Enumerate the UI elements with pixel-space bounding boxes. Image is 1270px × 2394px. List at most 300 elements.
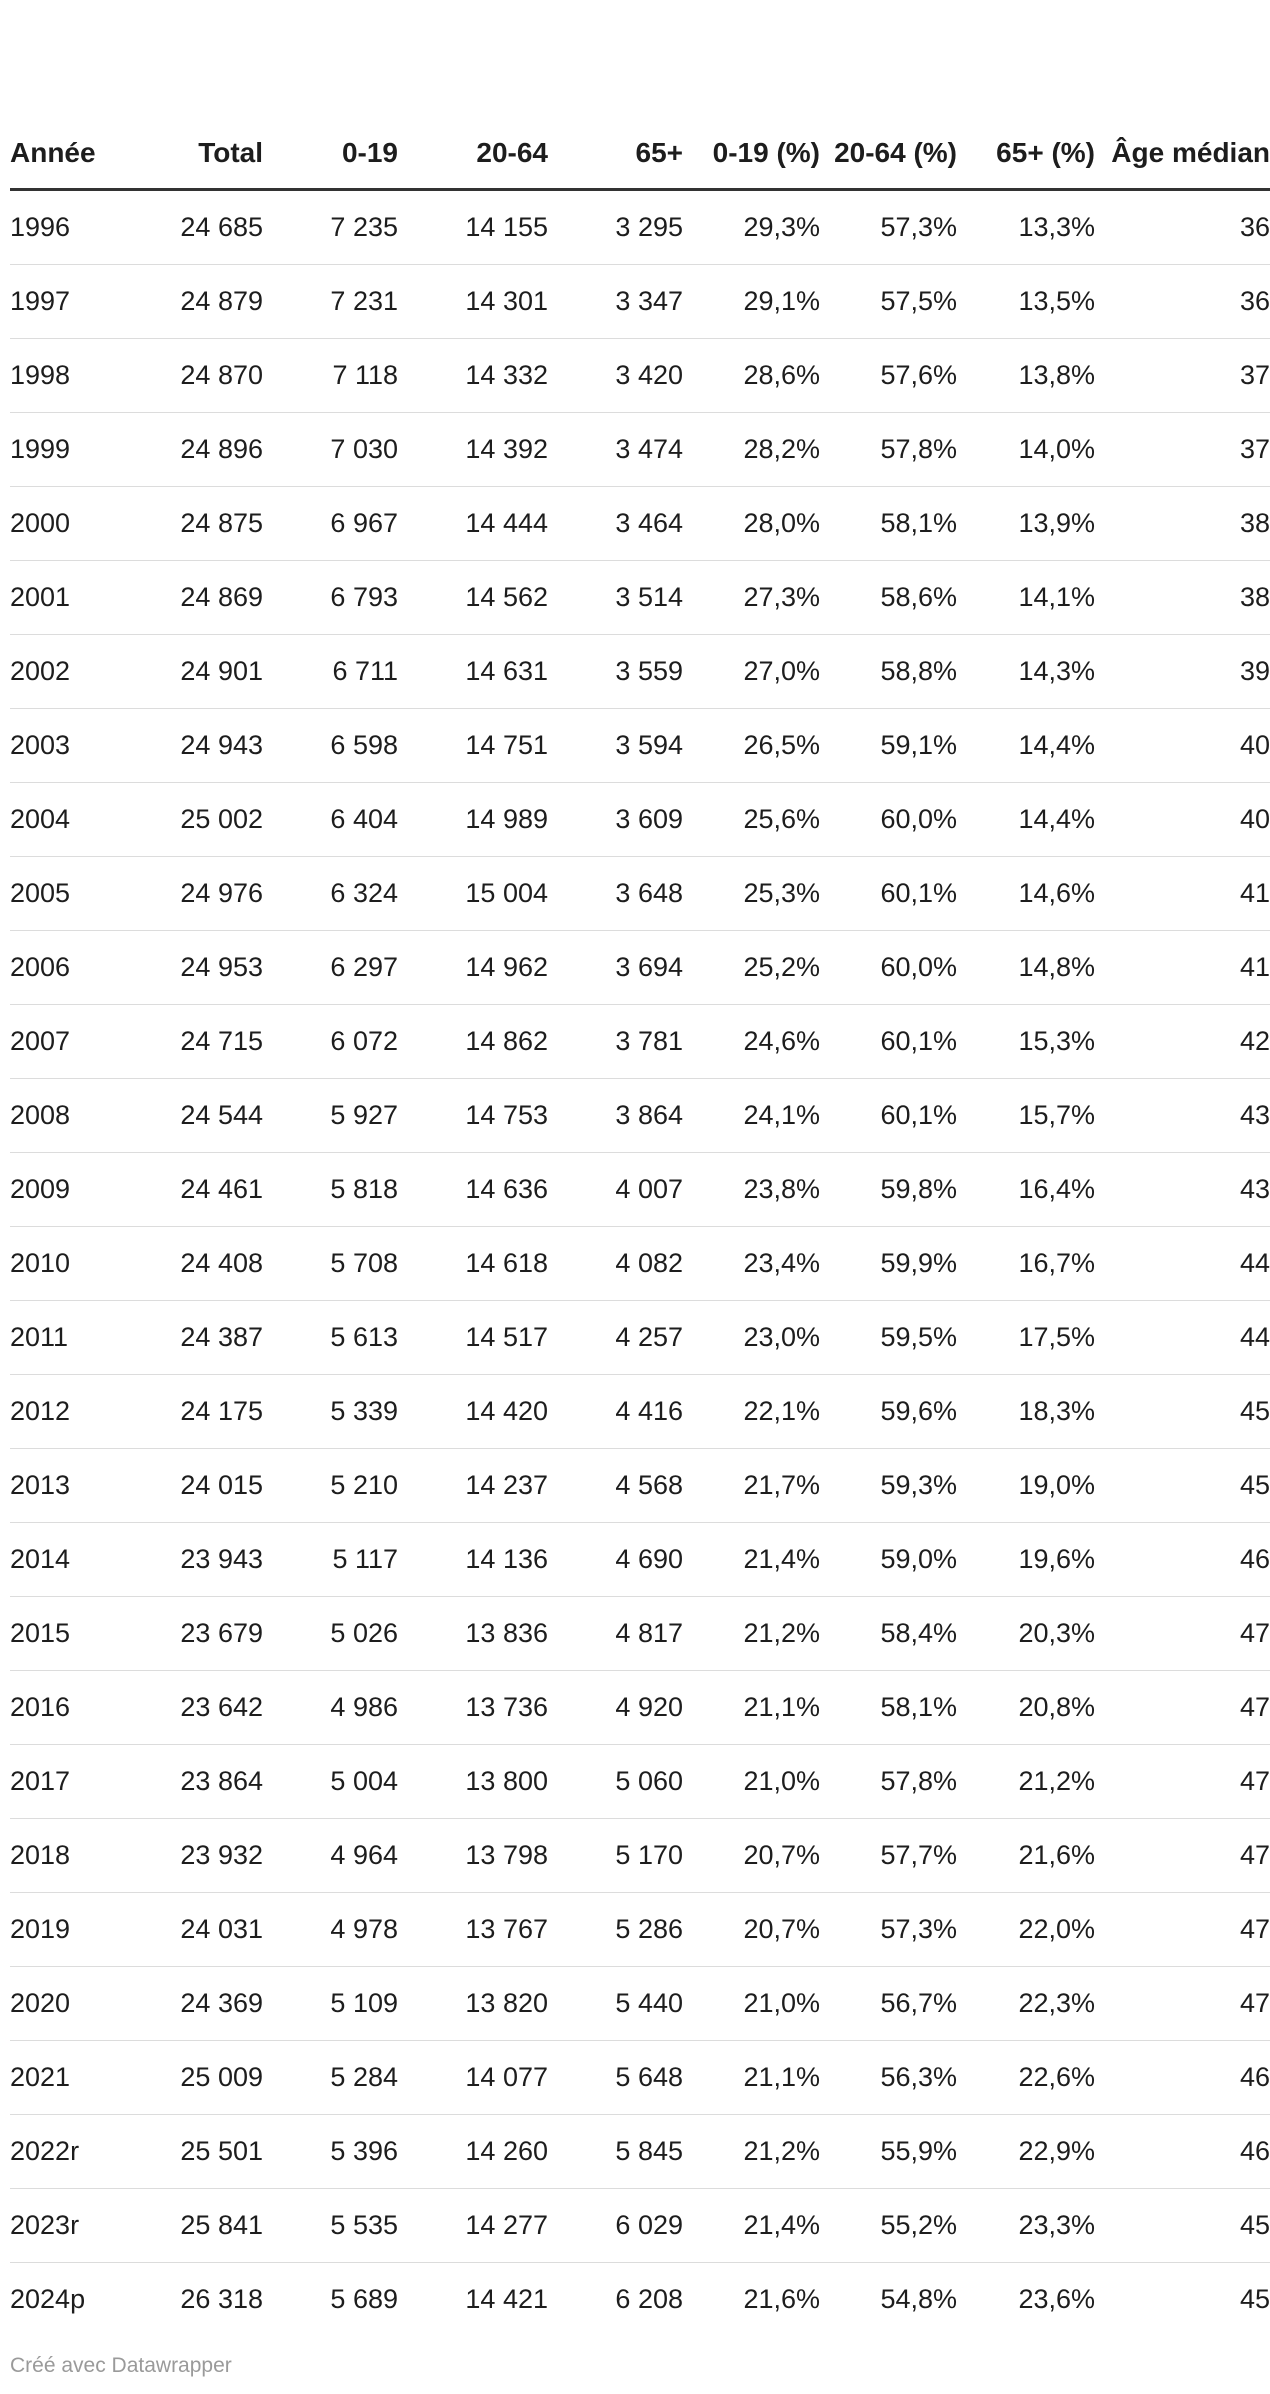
table-cell: 19,6% <box>957 1523 1095 1597</box>
table-cell: 14 862 <box>398 1005 548 1079</box>
table-cell: 5 026 <box>263 1597 398 1671</box>
table-cell: 3 514 <box>548 561 683 635</box>
table-cell: 5 210 <box>263 1449 398 1523</box>
table-cell: 5 648 <box>548 2041 683 2115</box>
table-cell: 2017 <box>10 1745 128 1819</box>
table-cell: 2001 <box>10 561 128 635</box>
table-cell: 1997 <box>10 265 128 339</box>
table-cell: 59,1% <box>820 709 957 783</box>
table-cell: 23,4% <box>683 1227 820 1301</box>
table-cell: 5 440 <box>548 1967 683 2041</box>
table-cell: 2019 <box>10 1893 128 1967</box>
table-cell: 24,6% <box>683 1005 820 1079</box>
table-cell: 3 864 <box>548 1079 683 1153</box>
table-cell: 5 396 <box>263 2115 398 2189</box>
table-cell: 5 689 <box>330 2284 398 2314</box>
table-cell: 38 <box>1095 487 1270 561</box>
table-cell: 45 <box>1095 1449 1270 1523</box>
table-cell: 6 208 <box>615 2284 683 2314</box>
table-cell: 23,8% <box>683 1153 820 1227</box>
table-cell: 25,3% <box>683 857 820 931</box>
table-cell: 4 416 <box>548 1375 683 1449</box>
table-cell: 3 420 <box>548 339 683 413</box>
table-cell: 24 715 <box>128 1005 263 1079</box>
table-cell: 3 594 <box>548 709 683 783</box>
table-cell: 60,0% <box>820 931 957 1005</box>
table-cell: 22,0% <box>957 1893 1095 1967</box>
table-cell: 27,3% <box>683 561 820 635</box>
table-cell: 28,6% <box>683 339 820 413</box>
table-cell: 14 332 <box>398 339 548 413</box>
table-cell: 39 <box>1095 635 1270 709</box>
table-cell: 14 155 <box>398 190 548 265</box>
table-cell: 4 007 <box>548 1153 683 1227</box>
table-cell: 13 736 <box>398 1671 548 1745</box>
table-cell: 13 767 <box>398 1893 548 1967</box>
table-cell: 21,7% <box>683 1449 820 1523</box>
table-row <box>10 1227 1270 1301</box>
table-cell: 23,6% <box>1018 2284 1095 2314</box>
table-cell: 4 817 <box>548 1597 683 1671</box>
table-cell: 60,1% <box>820 1005 957 1079</box>
table-cell: 24 015 <box>128 1449 263 1523</box>
column-header[interactable]: Année <box>10 0 128 190</box>
table-cell: 3 559 <box>548 635 683 709</box>
table-cell: 24 544 <box>128 1079 263 1153</box>
table-cell: 2018 <box>10 1819 128 1893</box>
table-row <box>10 1079 1270 1153</box>
table-cell: 25,6% <box>683 783 820 857</box>
table-cell: 5 708 <box>263 1227 398 1301</box>
table-cell: 45 <box>1095 1375 1270 1449</box>
table-cell: 14 962 <box>398 931 548 1005</box>
table-cell: 14 277 <box>398 2189 548 2263</box>
header-row <box>10 0 1270 190</box>
table-cell: 5 818 <box>263 1153 398 1227</box>
table-cell: 4 986 <box>263 1671 398 1745</box>
table-row <box>10 635 1270 709</box>
table-cell: 59,3% <box>820 1449 957 1523</box>
column-header[interactable]: 20-64 <box>398 0 548 190</box>
table-cell: 43 <box>1095 1079 1270 1153</box>
table-cell: 2012 <box>10 1375 128 1449</box>
table-cell: 5 170 <box>548 1819 683 1893</box>
table-row <box>10 413 1270 487</box>
table-cell: 55,9% <box>820 2115 957 2189</box>
table-header <box>10 0 1270 190</box>
table-cell: 4 257 <box>548 1301 683 1375</box>
table-cell: 6 324 <box>263 857 398 931</box>
table-cell: 24 031 <box>128 1893 263 1967</box>
table-cell: 25,2% <box>683 931 820 1005</box>
table-cell: 47 <box>1095 1597 1270 1671</box>
table-cell: 7 118 <box>263 339 398 413</box>
table-body <box>10 190 1270 2337</box>
table-cell: 6 967 <box>263 487 398 561</box>
table-cell: 55,2% <box>820 2189 957 2263</box>
table-cell: 2013 <box>10 1449 128 1523</box>
table-cell: 14 751 <box>398 709 548 783</box>
table-cell: 6 029 <box>548 2189 683 2263</box>
table-cell: 23 864 <box>128 1745 263 1819</box>
table-cell: 22,1% <box>683 1375 820 1449</box>
table-cell: 37 <box>1095 413 1270 487</box>
table-cell: 3 694 <box>548 931 683 1005</box>
table-cell: 57,7% <box>820 1819 957 1893</box>
table-cell: 2000 <box>10 487 128 561</box>
table-cell: 2020 <box>10 1967 128 2041</box>
table-cell: 44 <box>1095 1227 1270 1301</box>
table-cell: 59,6% <box>820 1375 957 1449</box>
table-cell: 13,3% <box>957 190 1095 265</box>
table-cell: 28,0% <box>683 487 820 561</box>
table-cell: 24 943 <box>128 709 263 783</box>
table-cell: 2009 <box>10 1153 128 1227</box>
table-cell: 26,5% <box>683 709 820 783</box>
table-cell: 13 800 <box>398 1745 548 1819</box>
table-cell: 20,8% <box>957 1671 1095 1745</box>
table-row <box>10 1967 1270 2041</box>
table-cell: 5 004 <box>263 1745 398 1819</box>
table-cell: 47 <box>1095 1819 1270 1893</box>
table-row <box>10 2041 1270 2115</box>
table-cell: 14,3% <box>957 635 1095 709</box>
table-cell: 14 444 <box>398 487 548 561</box>
table-cell: 25 002 <box>128 783 263 857</box>
table-row <box>10 1671 1270 1745</box>
table-cell: 1998 <box>10 339 128 413</box>
table-cell: 3 464 <box>548 487 683 561</box>
table-cell: 15,7% <box>957 1079 1095 1153</box>
table-cell: 4 690 <box>548 1523 683 1597</box>
table-cell: 2015 <box>10 1597 128 1671</box>
table-cell: 45 <box>1095 2189 1270 2263</box>
table-row <box>10 190 1270 265</box>
table-cell: 58,8% <box>820 635 957 709</box>
table-cell: 23 943 <box>128 1523 263 1597</box>
table-cell: 13 820 <box>398 1967 548 2041</box>
table-cell: 2008 <box>10 1079 128 1153</box>
table-cell: 20,7% <box>683 1893 820 1967</box>
table-cell: 60,1% <box>820 1079 957 1153</box>
table-cell: 16,7% <box>957 1227 1095 1301</box>
table-cell: 22,3% <box>957 1967 1095 2041</box>
column-header[interactable]: 65+ (%) <box>957 0 1095 190</box>
table-cell: 58,1% <box>820 1671 957 1745</box>
table-cell: 6 072 <box>263 1005 398 1079</box>
table-row <box>10 2189 1270 2263</box>
table-cell: 14 753 <box>398 1079 548 1153</box>
table-row <box>10 1301 1270 1375</box>
table-cell: 5 613 <box>263 1301 398 1375</box>
table-cell: 14 392 <box>398 413 548 487</box>
table-cell: 24 879 <box>128 265 263 339</box>
table-cell: 59,8% <box>820 1153 957 1227</box>
table-cell: 21,1% <box>683 2041 820 2115</box>
table-cell: 58,6% <box>820 561 957 635</box>
table-cell: 24 369 <box>128 1967 263 2041</box>
table-cell: 24 408 <box>128 1227 263 1301</box>
table-cell: 14,4% <box>957 783 1095 857</box>
table-cell: 2011 <box>10 1301 128 1375</box>
table-cell: 24,1% <box>683 1079 820 1153</box>
table-cell: 21,6% <box>743 2284 820 2314</box>
table-row <box>10 1745 1270 1819</box>
table-cell: 21,0% <box>683 1745 820 1819</box>
table-cell: 44 <box>1095 1301 1270 1375</box>
table-row <box>10 339 1270 413</box>
table-cell: 5 927 <box>263 1079 398 1153</box>
table-cell: 29,3% <box>683 190 820 265</box>
table-cell: 57,6% <box>820 339 957 413</box>
table-cell: 14,8% <box>957 931 1095 1005</box>
table-row <box>10 1449 1270 1523</box>
column-header[interactable]: 0-19 <box>263 0 398 190</box>
table-cell: 23 679 <box>128 1597 263 1671</box>
table-cell: 6 711 <box>263 635 398 709</box>
table-cell: 2010 <box>10 1227 128 1301</box>
table-cell: 24 870 <box>128 339 263 413</box>
table-cell: 5 339 <box>263 1375 398 1449</box>
table-cell: 16,4% <box>957 1153 1095 1227</box>
table-cell: 23,3% <box>957 2189 1095 2263</box>
table-cell: 21,0% <box>683 1967 820 2041</box>
table-cell: 21,2% <box>683 2115 820 2189</box>
table-cell: 24 901 <box>128 635 263 709</box>
table-cell: 24 461 <box>128 1153 263 1227</box>
table-cell: 56,3% <box>820 2041 957 2115</box>
table-cell: 5 109 <box>263 1967 398 2041</box>
table-cell: 7 231 <box>263 265 398 339</box>
table-cell: 59,9% <box>820 1227 957 1301</box>
table-cell: 46 <box>1095 1523 1270 1597</box>
table-cell: 2005 <box>10 857 128 931</box>
table-cell: 38 <box>1095 561 1270 635</box>
table-cell: 21,4% <box>683 1523 820 1597</box>
table-row <box>10 1153 1270 1227</box>
table-cell: 14 989 <box>398 783 548 857</box>
table-cell: 14,1% <box>957 561 1095 635</box>
table-cell: 40 <box>1095 783 1270 857</box>
table-cell: 14 136 <box>398 1523 548 1597</box>
table-cell: 42 <box>1095 1005 1270 1079</box>
table-cell: 5 286 <box>548 1893 683 1967</box>
table-row <box>10 1819 1270 1893</box>
table-viewport <box>10 0 1270 2336</box>
table-cell: 47 <box>1095 1671 1270 1745</box>
table-cell: 24 875 <box>128 487 263 561</box>
table-cell: 14 618 <box>398 1227 548 1301</box>
table-cell: 3 648 <box>548 857 683 931</box>
table-cell: 17,5% <box>957 1301 1095 1375</box>
table-cell: 18,3% <box>957 1375 1095 1449</box>
table-row <box>10 1375 1270 1449</box>
table-cell: 15,3% <box>957 1005 1095 1079</box>
table-cell: 41 <box>1095 931 1270 1005</box>
table-cell: 59,5% <box>820 1301 957 1375</box>
table-row <box>10 2263 1270 2337</box>
table-cell: 4 082 <box>548 1227 683 1301</box>
table-cell: 22,9% <box>957 2115 1095 2189</box>
table-cell: 47 <box>1095 1893 1270 1967</box>
table-cell: 57,3% <box>820 1893 957 1967</box>
table-cell: 47 <box>1095 1745 1270 1819</box>
table-cell: 6 404 <box>263 783 398 857</box>
table-cell: 13,5% <box>957 265 1095 339</box>
table-cell: 2023r <box>10 2189 128 2263</box>
table-cell: 4 568 <box>548 1449 683 1523</box>
table-cell: 14 421 <box>465 2284 548 2314</box>
table-cell: 2002 <box>10 635 128 709</box>
table-cell: 57,5% <box>820 265 957 339</box>
table-cell: 24 387 <box>128 1301 263 1375</box>
table-cell: 24 896 <box>128 413 263 487</box>
table-cell: 14 636 <box>398 1153 548 1227</box>
table-cell: 2021 <box>10 2041 128 2115</box>
table-cell: 59,0% <box>820 1523 957 1597</box>
table-cell: 14,4% <box>957 709 1095 783</box>
table-cell: 46 <box>1095 2115 1270 2189</box>
table-cell: 19,0% <box>957 1449 1095 1523</box>
table-cell: 21,2% <box>683 1597 820 1671</box>
table-cell: 21,2% <box>957 1745 1095 1819</box>
column-header[interactable]: 65+ <box>548 0 683 190</box>
table-cell: 1999 <box>10 413 128 487</box>
table-cell: 21,6% <box>957 1819 1095 1893</box>
table-cell: 58,1% <box>820 487 957 561</box>
table-cell: 60,1% <box>820 857 957 931</box>
table-cell: 43 <box>1095 1153 1270 1227</box>
table-cell: 3 295 <box>548 190 683 265</box>
table-cell: 2003 <box>10 709 128 783</box>
table-cell: 57,8% <box>820 1745 957 1819</box>
table-cell: 37 <box>1095 339 1270 413</box>
table-cell: 23 642 <box>128 1671 263 1745</box>
table-cell: 57,3% <box>820 190 957 265</box>
table-cell: 21,1% <box>683 1671 820 1745</box>
table-cell: 14 077 <box>398 2041 548 2115</box>
table-cell: 2016 <box>10 1671 128 1745</box>
table-cell: 14,0% <box>957 413 1095 487</box>
table-cell: 27,0% <box>683 635 820 709</box>
table-cell: 14 420 <box>398 1375 548 1449</box>
table-cell: 3 474 <box>548 413 683 487</box>
table-cell: 21,4% <box>683 2189 820 2263</box>
table-cell: 2014 <box>10 1523 128 1597</box>
table-cell: 28,2% <box>683 413 820 487</box>
table-cell: 6 793 <box>263 561 398 635</box>
table-row <box>10 1005 1270 1079</box>
table-row <box>10 2115 1270 2189</box>
table-cell: 1996 <box>10 190 128 265</box>
table-cell: 5 060 <box>548 1745 683 1819</box>
data-table <box>10 0 1270 2336</box>
table-cell: 5 284 <box>263 2041 398 2115</box>
table-cell: 57,8% <box>820 413 957 487</box>
column-header[interactable]: Total <box>128 0 263 190</box>
table-cell: 20,7% <box>683 1819 820 1893</box>
table-cell: 5 117 <box>263 1523 398 1597</box>
table-cell: 3 781 <box>548 1005 683 1079</box>
table-cell: 24 976 <box>128 857 263 931</box>
table-cell: 20,3% <box>957 1597 1095 1671</box>
table-cell: 13,9% <box>957 487 1095 561</box>
table-cell: 2022r <box>10 2115 128 2189</box>
table-cell: 6 598 <box>263 709 398 783</box>
table-cell: 2024p <box>10 2284 86 2314</box>
table-cell: 7 030 <box>263 413 398 487</box>
table-cell: 36 <box>1095 265 1270 339</box>
table-cell: 58,4% <box>820 1597 957 1671</box>
table-cell: 14 562 <box>398 561 548 635</box>
table-cell: 14,6% <box>957 857 1095 931</box>
column-header[interactable]: 0-19 (%) <box>683 0 820 190</box>
table-cell: 23 932 <box>128 1819 263 1893</box>
table-cell: 4 978 <box>263 1893 398 1967</box>
table-cell: 14 517 <box>398 1301 548 1375</box>
table-cell: 22,6% <box>957 2041 1095 2115</box>
table-cell: 36 <box>1095 190 1270 265</box>
table-row <box>10 561 1270 635</box>
table-cell: 45 <box>1239 2284 1270 2314</box>
table-cell: 24 685 <box>128 190 263 265</box>
table-row <box>10 931 1270 1005</box>
column-header[interactable]: 20-64 (%) <box>820 0 957 190</box>
table-cell: 2006 <box>10 931 128 1005</box>
table-cell: 25 501 <box>128 2115 263 2189</box>
table-cell: 2004 <box>10 783 128 857</box>
table-cell: 26 318 <box>180 2284 263 2314</box>
table-row <box>10 265 1270 339</box>
table-row <box>10 1523 1270 1597</box>
table-cell: 15 004 <box>398 857 548 931</box>
table-row <box>10 1893 1270 1967</box>
table-cell: 13,8% <box>957 339 1095 413</box>
table-cell: 24 869 <box>128 561 263 635</box>
table-cell: 24 175 <box>128 1375 263 1449</box>
table-cell: 23,0% <box>683 1301 820 1375</box>
table-row <box>10 487 1270 561</box>
table-cell: 56,7% <box>820 1967 957 2041</box>
table-cell: 24 953 <box>128 931 263 1005</box>
table-cell: 6 297 <box>263 931 398 1005</box>
table-row <box>10 709 1270 783</box>
table-cell: 7 235 <box>263 190 398 265</box>
table-row <box>10 1597 1270 1671</box>
table-cell: 25 841 <box>128 2189 263 2263</box>
table-cell: 14 631 <box>398 635 548 709</box>
footer-credit: Créé avec Datawrapper <box>10 2354 232 2377</box>
column-header[interactable]: Âge médian <box>1095 0 1270 190</box>
table-row <box>10 783 1270 857</box>
table-cell: 13 836 <box>398 1597 548 1671</box>
table-cell: 54,8% <box>880 2284 957 2314</box>
table-cell: 4 964 <box>263 1819 398 1893</box>
table-cell: 29,1% <box>683 265 820 339</box>
table-cell: 13 798 <box>398 1819 548 1893</box>
table-cell: 3 609 <box>548 783 683 857</box>
table-cell: 2007 <box>10 1005 128 1079</box>
table-cell: 3 347 <box>548 265 683 339</box>
table-cell: 14 260 <box>398 2115 548 2189</box>
table-cell: 47 <box>1095 1967 1270 2041</box>
table-cell: 40 <box>1095 709 1270 783</box>
table-cell: 5 535 <box>263 2189 398 2263</box>
table-cell: 4 920 <box>548 1671 683 1745</box>
table-cell: 25 009 <box>128 2041 263 2115</box>
table-cell: 14 237 <box>398 1449 548 1523</box>
table-cell: 46 <box>1095 2041 1270 2115</box>
